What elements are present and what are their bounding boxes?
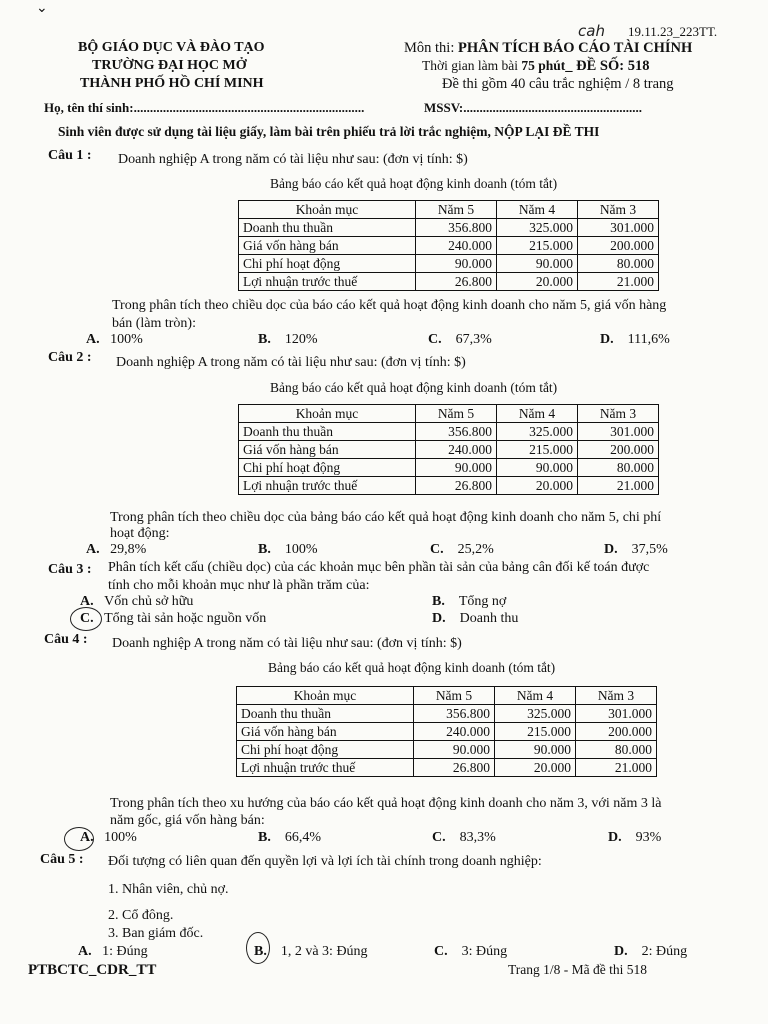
q2-option-c <box>430 542 494 558</box>
cell: 90.000 <box>416 255 497 273</box>
cell: 90.000 <box>497 459 578 477</box>
cell: 20.000 <box>497 273 578 291</box>
question-3-text: Phân tích kết cấu (chiều dọc) của các khoản mục bên phần tài sản của bảng cân đối kế toán được <box>108 560 650 575</box>
q5-option-c <box>434 944 507 960</box>
cell: 21.000 <box>576 759 657 777</box>
row-label: Giá vốn hàng bán <box>237 723 414 741</box>
option-key: D. <box>608 830 622 845</box>
option-text: 93% <box>635 830 662 845</box>
table-row <box>239 273 659 291</box>
cell: 325.000 <box>495 705 576 723</box>
answer-circle-q4-a <box>64 827 94 851</box>
question-5-label: Câu 5 : <box>40 852 84 867</box>
option-key: B. <box>258 830 271 845</box>
q1-option-b <box>258 332 318 348</box>
question-2-intro: Doanh nghiệp A trong năm có tài liệu như sau: (đơn vị tính: $) <box>116 355 466 370</box>
row-label: Giá vốn hàng bán <box>239 237 416 255</box>
subject-label: Môn thi: <box>404 40 458 56</box>
income-table-3 <box>236 686 657 777</box>
option-key: A. <box>78 944 92 959</box>
handwritten-note: cah <box>578 22 605 40</box>
table-2-title: Bảng báo cáo kết quả hoạt động kinh doanh (tóm tắt) <box>270 380 558 395</box>
cell: 356.800 <box>416 423 497 441</box>
option-text: Doanh thu <box>459 611 519 626</box>
header-cell: Năm 3 <box>578 201 659 219</box>
question-4-label: Câu 4 : <box>44 632 88 647</box>
cell: 21.000 <box>578 273 659 291</box>
row-label: Giá vốn hàng bán <box>239 441 416 459</box>
footer-code: PTBCTC_CDR_TT <box>28 962 157 978</box>
option-text: 67,3% <box>455 332 492 347</box>
question-1-text-cont: bán (làm tròn): <box>112 316 196 331</box>
option-key: C. <box>430 542 444 557</box>
header-cell: Khoản mục <box>239 405 416 423</box>
cell: 301.000 <box>578 219 659 237</box>
option-text: Tổng tài sản hoặc nguồn vốn <box>104 611 267 626</box>
answer-circle-q3-c <box>70 607 102 631</box>
q4-option-b <box>258 830 321 846</box>
cell: 325.000 <box>497 219 578 237</box>
ministry-name: BỘ GIÁO DỤC VÀ ĐÀO TẠO <box>78 40 265 55</box>
option-text: 111,6% <box>627 332 670 347</box>
row-label: Lợi nhuận trước thuế <box>237 759 414 777</box>
option-text: 83,3% <box>459 830 496 845</box>
option-key: C. <box>434 944 448 959</box>
table-row <box>239 477 659 495</box>
student-id-field: MSSV:....................................................... <box>424 100 643 115</box>
q1-option-d <box>600 332 670 348</box>
option-text: 1, 2 và 3: Đúng <box>280 944 368 959</box>
option-key: C. <box>428 332 442 347</box>
row-label: Doanh thu thuần <box>239 219 416 237</box>
city-name: THÀNH PHỐ HỒ CHÍ MINH <box>80 76 264 91</box>
option-text: 29,8% <box>110 542 147 557</box>
table-row <box>239 219 659 237</box>
cell: 200.000 <box>578 441 659 459</box>
option-key: D. <box>432 611 446 626</box>
q5-option-b <box>254 944 368 960</box>
row-label: Chi phí hoạt động <box>239 255 416 273</box>
cell: 90.000 <box>414 741 495 759</box>
income-table-2 <box>238 404 659 495</box>
student-name-field: Họ, tên thí sinh:....................................................................... <box>44 100 365 115</box>
table-header-row <box>239 201 659 219</box>
cell: 240.000 <box>414 723 495 741</box>
option-key: A. <box>86 332 100 347</box>
cell: 356.800 <box>416 219 497 237</box>
question-4-text: Trong phân tích theo xu hướng của báo cáo kết quả hoạt động kinh doanh cho năm 3, với năm 3 là <box>110 796 662 811</box>
footer-page-info: Trang 1/8 - Mã đề thi 518 <box>508 962 647 977</box>
header-cell: Năm 4 <box>495 687 576 705</box>
question-4-text-cont: năm gốc, giá vốn hàng bán: <box>110 813 265 828</box>
option-text: 1: Đúng <box>102 944 148 959</box>
cell: 215.000 <box>495 723 576 741</box>
option-key: B. <box>258 542 271 557</box>
q1-option-c <box>428 332 492 348</box>
q3-option-a <box>80 594 193 610</box>
table-header-row <box>237 687 657 705</box>
option-key: A. <box>86 542 100 557</box>
q4-option-d <box>608 830 661 846</box>
option-text: 100% <box>284 542 318 557</box>
table-row <box>237 759 657 777</box>
cell: 80.000 <box>578 255 659 273</box>
cell: 20.000 <box>495 759 576 777</box>
option-key: A. <box>80 594 94 609</box>
table-1-title: Bảng báo cáo kết quả hoạt động kinh doanh (tóm tắt) <box>270 176 558 191</box>
header-cell: Năm 3 <box>576 687 657 705</box>
q5-item-3: 3. Ban giám đốc. <box>108 926 204 941</box>
university-name: TRƯỜNG ĐẠI HỌC MỞ <box>92 58 247 73</box>
question-2-label: Câu 2 : <box>48 350 92 365</box>
cell: 301.000 <box>576 705 657 723</box>
option-text: Tổng nợ <box>458 594 507 609</box>
option-text: 2: Đúng <box>641 944 688 959</box>
exam-number: _ ĐỀ SỐ: 518 <box>565 58 650 74</box>
row-label: Doanh thu thuần <box>239 423 416 441</box>
row-label: Chi phí hoạt động <box>237 741 414 759</box>
cell: 90.000 <box>416 459 497 477</box>
cell: 26.800 <box>416 477 497 495</box>
cell: 90.000 <box>497 255 578 273</box>
table-row <box>239 423 659 441</box>
cell: 26.800 <box>414 759 495 777</box>
header-cell: Năm 5 <box>416 405 497 423</box>
cell: 90.000 <box>495 741 576 759</box>
option-key: D. <box>614 944 628 959</box>
row-label: Lợi nhuận trước thuế <box>239 477 416 495</box>
question-1-intro: Doanh nghiệp A trong năm có tài liệu như sau: (đơn vị tính: $) <box>118 152 468 167</box>
cell: 215.000 <box>497 237 578 255</box>
question-3-label: Câu 3 : <box>48 562 92 577</box>
option-key: A. <box>80 830 94 845</box>
cell: 240.000 <box>416 441 497 459</box>
table-row <box>237 741 657 759</box>
question-3-text-cont: tính cho mỗi khoản mục như là phần trăm của: <box>108 578 370 593</box>
table-row <box>239 441 659 459</box>
cell: 80.000 <box>578 459 659 477</box>
header-cell: Năm 4 <box>497 405 578 423</box>
row-label: Lợi nhuận trước thuế <box>239 273 416 291</box>
question-1-text: Trong phân tích theo chiều dọc của báo cáo kết quả hoạt động kinh doanh cho năm 5, giá vốn hàng <box>112 298 667 313</box>
time-line <box>422 58 649 75</box>
table-row <box>239 459 659 477</box>
header-cell: Khoản mục <box>237 687 414 705</box>
header-cell: Khoản mục <box>239 201 416 219</box>
question-2-text: Trong phân tích theo chiều dọc của bảng báo cáo kết quả hoạt động kinh doanh cho năm 5, chi phí <box>110 510 662 525</box>
cell: 80.000 <box>576 741 657 759</box>
option-key: B. <box>258 332 271 347</box>
option-text: 66,4% <box>284 830 322 845</box>
exam-info: Đề thi gồm 40 câu trắc nghiệm / 8 trang <box>442 76 674 92</box>
table-row <box>239 255 659 273</box>
time-label: Thời gian làm bài <box>422 58 522 73</box>
row-label: Chi phí hoạt động <box>239 459 416 477</box>
subject-line <box>404 40 692 57</box>
option-text: 100% <box>104 830 137 845</box>
q5-option-d <box>614 944 687 960</box>
header-cell: Năm 5 <box>416 201 497 219</box>
option-key: B. <box>432 594 445 609</box>
option-key: D. <box>604 542 618 557</box>
exam-instruction: Sinh viên được sử dụng tài liệu giấy, làm bài trên phiếu trả lời trắc nghiệm, NỘP LẠI ĐỀ THI <box>58 124 600 139</box>
q2-option-d <box>604 542 668 558</box>
option-text: 37,5% <box>631 542 668 557</box>
option-key: C. <box>80 611 94 626</box>
cell: 26.800 <box>416 273 497 291</box>
question-1-label: Câu 1 : <box>48 148 92 163</box>
q5-item-1: 1. Nhân viên, chủ nợ. <box>108 882 229 897</box>
time-value: 75 phút <box>521 58 566 73</box>
q3-option-d <box>432 611 518 627</box>
question-5-text: Đối tượng có liên quan đến quyền lợi và lợi ích tài chính trong doanh nghiệp: <box>108 854 542 869</box>
cell: 325.000 <box>497 423 578 441</box>
cell: 21.000 <box>578 477 659 495</box>
table-header-row <box>239 405 659 423</box>
option-text: 25,2% <box>457 542 494 557</box>
income-table-1 <box>238 200 659 291</box>
q5-item-2: 2. Cổ đông. <box>108 908 174 923</box>
option-key: D. <box>600 332 614 347</box>
cell: 301.000 <box>578 423 659 441</box>
table-row <box>237 723 657 741</box>
option-text: 120% <box>284 332 318 347</box>
question-4-intro: Doanh nghiệp A trong năm có tài liệu như sau: (đơn vị tính: $) <box>112 636 462 651</box>
cell: 356.800 <box>414 705 495 723</box>
question-2-text-cont: hoạt động: <box>110 526 170 541</box>
option-key: C. <box>432 830 446 845</box>
header-cell: Năm 4 <box>497 201 578 219</box>
header-cell: Năm 3 <box>578 405 659 423</box>
exam-code-stamp: 19.11.23_223TT. <box>628 24 718 39</box>
cell: 200.000 <box>578 237 659 255</box>
option-key: B. <box>254 944 267 959</box>
option-text: Vốn chủ sở hữu <box>104 594 194 609</box>
cell: 215.000 <box>497 441 578 459</box>
option-text: 100% <box>110 332 143 347</box>
q2-option-b <box>258 542 318 558</box>
q5-option-a <box>78 944 148 960</box>
q3-option-b <box>432 594 506 610</box>
cell: 200.000 <box>576 723 657 741</box>
corner-mark: ⌄ <box>36 1 48 16</box>
subject-name: PHÂN TÍCH BÁO CÁO TÀI CHÍNH <box>457 40 693 56</box>
answer-circle-q5-b <box>246 932 270 964</box>
cell: 240.000 <box>416 237 497 255</box>
row-label: Doanh thu thuần <box>237 705 414 723</box>
cell: 20.000 <box>497 477 578 495</box>
q3-option-c <box>80 611 266 627</box>
header-cell: Năm 5 <box>414 687 495 705</box>
option-text: 3: Đúng <box>461 944 508 959</box>
table-row <box>237 705 657 723</box>
q1-option-a <box>86 332 143 348</box>
table-3-title: Bảng báo cáo kết quả hoạt động kinh doanh (tóm tắt) <box>268 660 556 675</box>
q2-option-a <box>86 542 146 558</box>
table-row <box>239 237 659 255</box>
q4-option-c <box>432 830 496 846</box>
